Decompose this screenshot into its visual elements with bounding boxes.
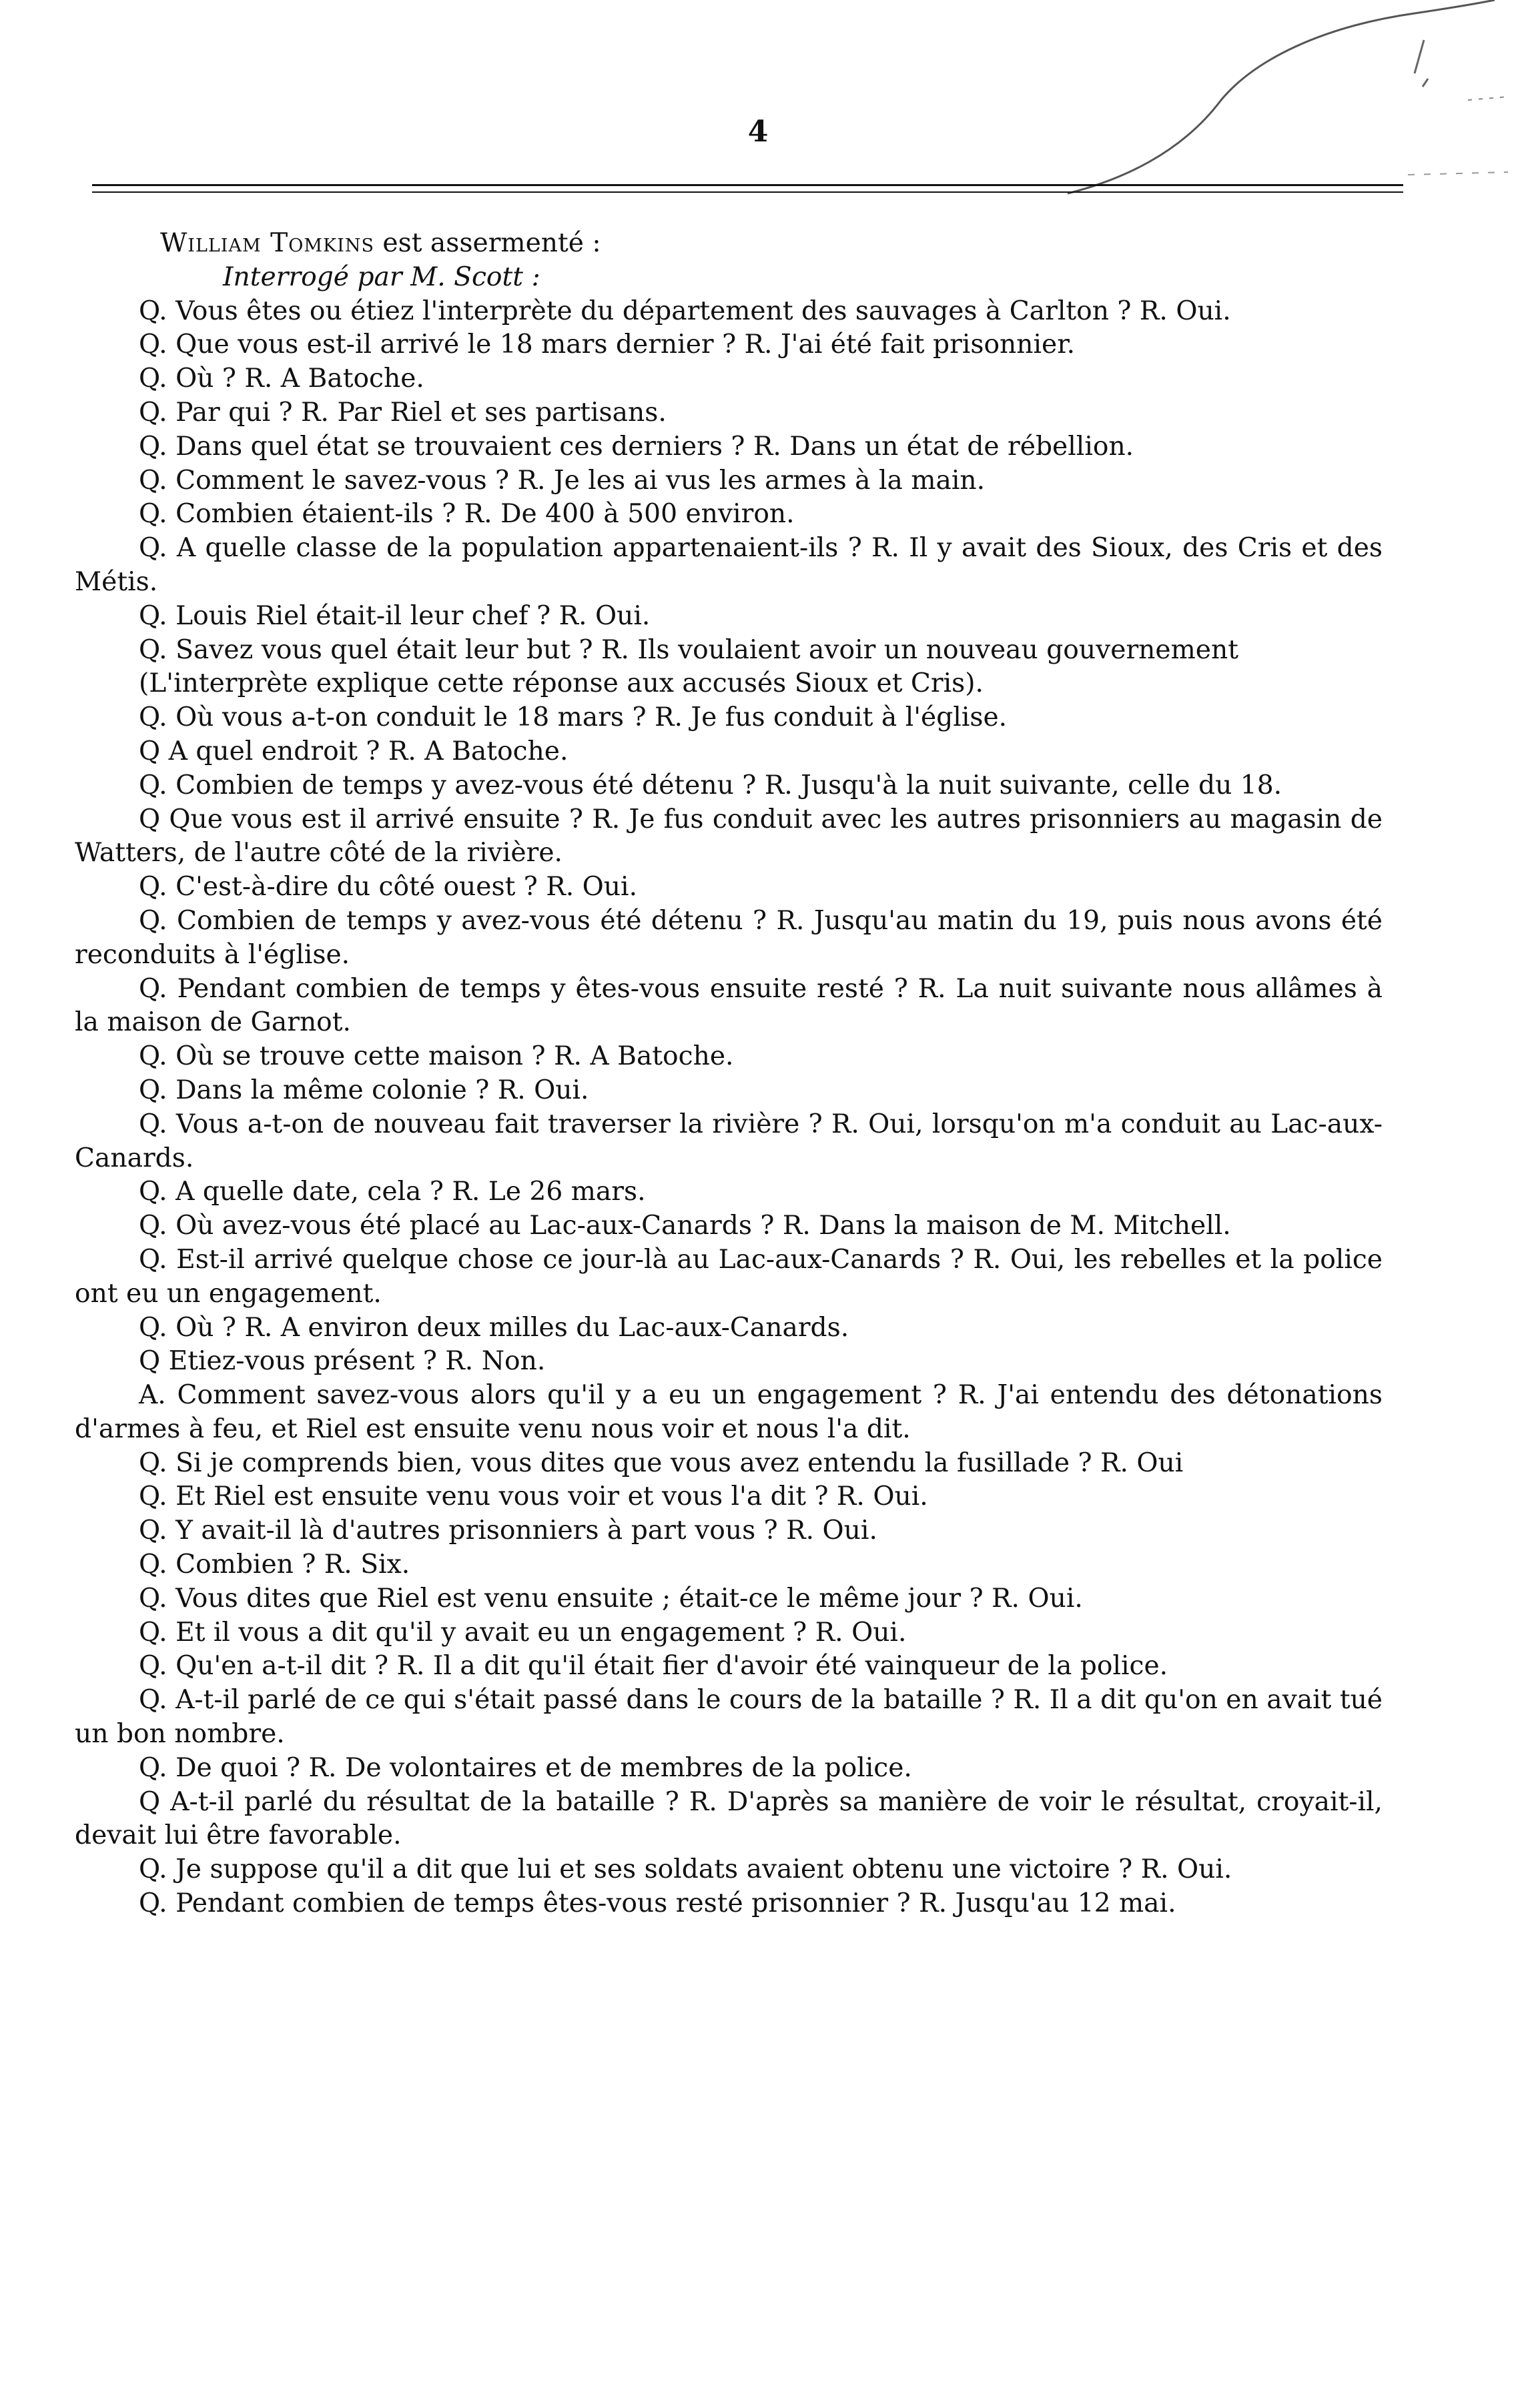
qa-paragraph: Q. De quoi ? R. De volontaires et de membres de la police.: [139, 1752, 912, 1783]
qa-paragraph: Q. C'est-à-dire du côté ouest ? R. Oui.: [139, 872, 638, 902]
interpreter-note: (L'interprète explique cette réponse aux accusés Sioux et Cris).: [139, 668, 984, 699]
qa-paragraph: Q. Et Riel est ensuite venu vous voir et vous l'a dit ? R. Oui.: [139, 1481, 928, 1512]
qa-paragraph: Q. Et il vous a dit qu'il y avait eu un engagement ? R. Oui.: [139, 1617, 907, 1648]
qa-paragraph: Q. Dans quel état se trouvaient ces derniers ? R. Dans un état de rébellion.: [139, 431, 1134, 462]
qa-paragraph: Q. Qu'en a-t-il dit ? R. Il a dit qu'il était fier d'avoir été vainqueur de la police.: [139, 1651, 1168, 1682]
witness-sworn-line: [75, 227, 1383, 261]
qa-paragraph: Q. Où vous a-t-on conduit le 18 mars ? R. Je fus conduit à l'église.: [139, 702, 1008, 733]
qa-paragraph: Q. Dans la même colonie ? R. Oui.: [139, 1075, 589, 1105]
qa-paragraph: Q. Savez vous quel était leur but ? R. Ils voulaient avoir un nouveau gouvernement: [139, 634, 1238, 665]
qa-paragraph: Q. Pendant combien de temps êtes-vous resté prisonnier ? R. Jusqu'au 12 mai.: [139, 1888, 1176, 1919]
header-rule: [92, 184, 1403, 186]
qa-paragraph: Q. Comment le savez-vous ? R. Je les ai vus les armes à la main.: [139, 465, 986, 496]
qa-paragraph: Q. A quelle classe de la population appartenaient-ils ? R. Il y avait des Sioux, des Cris et des Métis.: [75, 533, 1383, 597]
qa-paragraph: Q. Vous dites que Riel est venu ensuite ; était-ce le même jour ? R. Oui.: [139, 1583, 1083, 1614]
page-number: 4: [747, 115, 769, 149]
qa-paragraph: Q. Combien de temps y avez-vous été détenu ? R. Jusqu'au matin du 19, puis nous avons été reconduits à l'église.: [75, 905, 1383, 970]
qa-paragraph: Q Que vous est il arrivé ensuite ? R. Je fus conduit avec les autres prisonniers au magasin de Watters, de l'autre côté de la rivière.: [75, 804, 1383, 868]
qa-paragraph: Q. Où avez-vous été placé au Lac-aux-Canards ? R. Dans la maison de M. Mitchell.: [139, 1211, 1231, 1241]
qa-paragraph: Q. Combien étaient-ils ? R. De 400 à 500 environ.: [139, 499, 795, 530]
qa-paragraph: Q. Combien de temps y avez-vous été détenu ? R. Jusqu'à la nuit suivante, celle du 18.: [139, 770, 1282, 800]
qa-paragraph: Q. Est-il arrivé quelque chose ce jour-là au Lac-aux-Canards ? R. Oui, les rebelles et la police ont eu un engagement.: [75, 1244, 1383, 1309]
examiner-line: Interrogé par M. Scott :: [223, 261, 540, 292]
qa-paragraph: Q. Où ? R. A environ deux milles du Lac-aux-Canards.: [139, 1312, 849, 1343]
qa-paragraph: Q. Où se trouve cette maison ? R. A Batoche.: [139, 1041, 734, 1072]
qa-paragraph: Q. Vous a-t-on de nouveau fait traverser la rivière ? R. Oui, lorsqu'on m'a conduit au Lac-aux-Canards.: [75, 1109, 1383, 1173]
qa-paragraph: Q. A quelle date, cela ? R. Le 26 mars.: [139, 1177, 646, 1207]
qa-paragraph: Q. Pendant combien de temps y êtes-vous ensuite resté ? R. La nuit suivante nous allâmes à la maison de Garnot.: [75, 973, 1383, 1038]
qa-paragraph: Q. Je suppose qu'il a dit que lui et ses soldats avaient obtenu une victoire ? R. Oui.: [139, 1854, 1232, 1885]
qa-paragraph: Q. Si je comprends bien, vous dites que vous avez entendu la fusillade ? R. Oui: [139, 1447, 1184, 1478]
qa-paragraph: Q Etiez-vous présent ? R. Non.: [139, 1346, 546, 1377]
testimony-body: [75, 227, 1383, 1921]
sworn-text: est assermenté :: [382, 228, 601, 258]
qa-paragraph: Q. Y avait-il là d'autres prisonniers à part vous ? R. Oui.: [139, 1516, 877, 1546]
qa-paragraph: Q. Que vous est-il arrivé le 18 mars dernier ? R. J'ai été fait prisonnier.: [139, 330, 1076, 360]
qa-paragraph: Q. A-t-il parlé de ce qui s'était passé dans le cours de la bataille ? R. Il a dit qu'on en avait tué un bon nombre.: [75, 1685, 1383, 1750]
qa-paragraph: Q. Par qui ? R. Par Riel et ses partisans.: [139, 397, 667, 428]
qa-paragraph: Q. Combien ? R. Six.: [139, 1550, 410, 1580]
handwritten-pencil-mark: [1041, 0, 1516, 200]
qa-paragraph: A. Comment savez-vous alors qu'il y a eu un engagement ? R. J'ai entendu des détonations d'armes à feu, et Riel est ensuite venu nous voir et nous l'a dit.: [75, 1380, 1383, 1444]
qa-paragraph: Q A quel endroit ? R. A Batoche.: [139, 736, 568, 766]
qa-paragraph: Q. Où ? R. A Batoche.: [139, 364, 424, 394]
witness-name: William Tomkins: [160, 228, 374, 258]
qa-paragraph: Q A-t-il parlé du résultat de la bataille ? R. D'après sa manière de voir le résultat, croyait-il, devait lui être favorable.: [75, 1786, 1383, 1851]
qa-paragraph: Q. Louis Riel était-il leur chef ? R. Oui.: [139, 600, 651, 631]
header-rule-secondary: [92, 191, 1403, 193]
qa-paragraph: Q. Vous êtes ou étiez l'interprète du département des sauvages à Carlton ? R. Oui.: [139, 295, 1231, 326]
